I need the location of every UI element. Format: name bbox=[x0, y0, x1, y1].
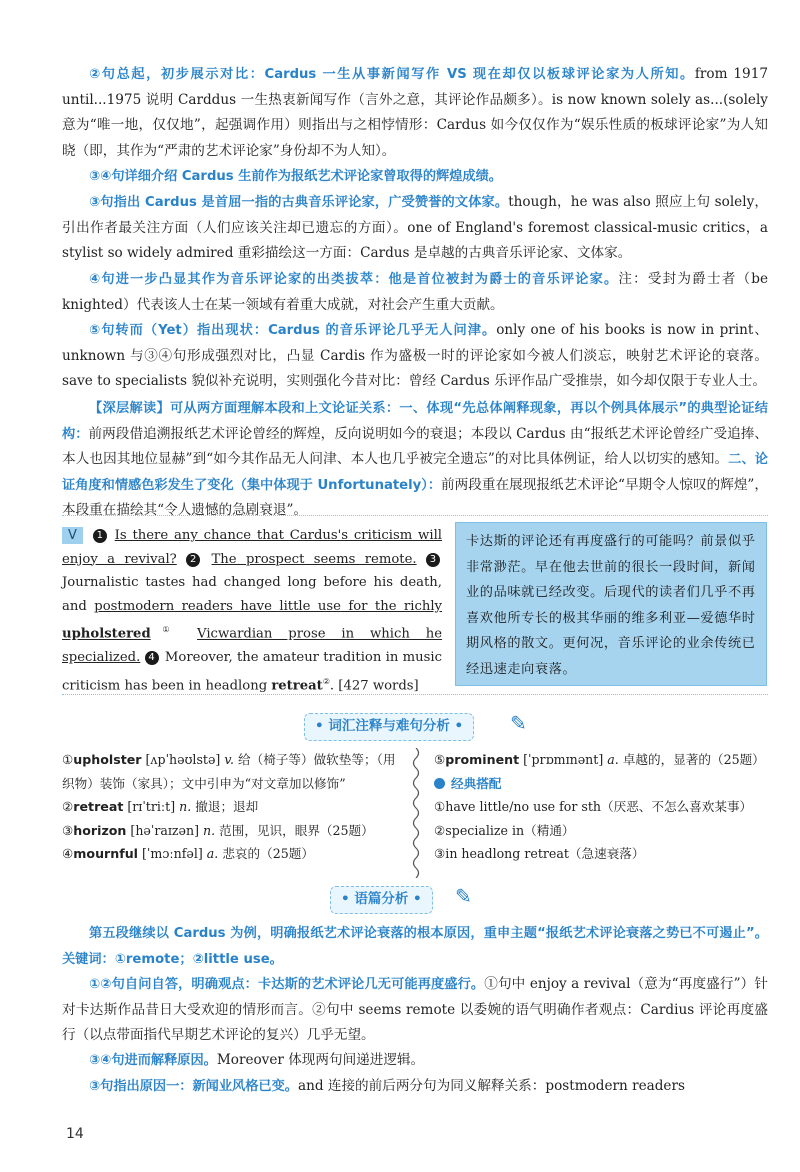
analysis-s3-4-body: Moreover 体现两句间递进逻辑。 bbox=[216, 1052, 425, 1068]
vocab-def: 卓越的，显著的（25题） bbox=[622, 752, 765, 767]
page-number: 14 bbox=[66, 1126, 84, 1142]
vocab-item bbox=[62, 819, 400, 843]
vocab-num: ④ bbox=[62, 846, 74, 861]
para-detail-intro bbox=[62, 164, 768, 190]
vocab-pos: n. bbox=[203, 822, 216, 838]
para-deep-reading-lead2: 二、论证角度和情感色彩发生了变化（集中体现于 Unfortunately）： bbox=[62, 452, 768, 493]
vocab-num: ③ bbox=[62, 822, 74, 838]
sentence-3b: postmodern readers have little use for the richly bbox=[94, 598, 442, 614]
analysis-section-title-text: 语篇分析 bbox=[354, 891, 409, 907]
vocab-word: prominent bbox=[445, 752, 520, 767]
vocab-num: ② bbox=[62, 799, 74, 814]
vocab-section-title-text: 词汇注释与难句分析 bbox=[328, 718, 450, 734]
para-deep-reading-lead: 【深层解读】可从两方面理解本段和上文论证关系：一、体现“先总体阐释现象，再以个例具体展示”的典型论证结构： bbox=[62, 401, 768, 442]
footnote-marker: ① bbox=[150, 625, 182, 635]
vocab-right bbox=[434, 748, 770, 866]
vocab-ipa: [həˈraɪzən] bbox=[130, 822, 200, 838]
vocab-pos: a. bbox=[206, 846, 219, 861]
sentence-number: 2 bbox=[186, 553, 200, 567]
vocab-pos: n. bbox=[179, 799, 192, 814]
vocab-item bbox=[62, 748, 400, 795]
analysis-summary-text: 第五段继续以 Cardus 为例，明确报纸艺术评论衰落的根本原因，重申主题“报纸艺术评论衰落之势已不可遏止”。关键词：①remote；②little use。 bbox=[62, 926, 768, 967]
sentence-3a: Journalistic tastes had changed long before his death, and bbox=[62, 575, 442, 614]
vocab-pos: v. bbox=[224, 752, 234, 767]
collocation-title: 经典搭配 bbox=[451, 775, 502, 791]
sentence-3-keyword: upholstered bbox=[62, 626, 151, 642]
analysis-s3-4 bbox=[62, 1048, 768, 1074]
vocab-def: 范围，见识，眼界（25题） bbox=[219, 822, 374, 838]
translation-box bbox=[455, 522, 767, 686]
divider-bottom bbox=[62, 694, 768, 695]
para-sentence5-body: only one of his books is now in print、unknown 与③④句形成强烈对比，凸显 Cardis 作为盛极一时的评论家如今被人们淡忘，映射艺术评论的衰落。save to specialists 貌似补充说明，实则强化今昔对比：曾经 Cardus 乐评作品广受推崇，如今却仅限于专业人士。 bbox=[62, 322, 768, 390]
vocab-ipa: [ˈprɒmɪnənt] bbox=[523, 752, 604, 767]
para-sentence4-lead: ④句进一步凸显其作为音乐评论家的出类拔萃：他是首位被封为爵士的音乐评论家。 bbox=[89, 272, 619, 287]
collocation-item: ③in headlong retreat（急速衰落） bbox=[434, 846, 645, 861]
vocab-def: 撤退；退却 bbox=[195, 799, 259, 814]
pen-icon: ✎ bbox=[455, 884, 472, 908]
para-deep-reading bbox=[62, 396, 768, 524]
analysis-summary bbox=[62, 921, 768, 972]
vocab-ipa: [ʌpˈhəʊlstə] bbox=[145, 752, 221, 767]
vocab-def: 给（椅子等）做软垫等；（用织物）装饰（家具）；文中引申为“对文章加以修饰” bbox=[62, 752, 396, 791]
sentence-1: Is there any chance that Cardus's criticism will enjoy a revival? bbox=[62, 528, 442, 567]
para-summary-body: from 1917 until...1975 说明 Carddus 一生热衷新闻写作（言外之意，其评论作品颇多）。is now known solely as...(solely 意为“唯一地，仅仅地”，起强调作用）则指出与之相悖情形：Cardus 如今仅仅作为“娱乐性质的板球评论家”为人知晓（即，其作为“严肃的艺术评论家”身份却不为人知）。 bbox=[62, 66, 768, 159]
sentence-4-keyword: retreat bbox=[271, 678, 323, 694]
para-summary bbox=[62, 62, 768, 164]
para-sentence5 bbox=[62, 318, 768, 395]
analysis-s1-2-lead: ①②句自问自答，明确观点：卡达斯的艺术评论几无可能再度盛行。 bbox=[89, 977, 485, 992]
para-deep-reading-body: 前两段借追溯报纸艺术评论曾经的辉煌，反向说明如今的衰退；本段以 Cardus 由“报纸艺术评论曾经广受追捧、本人也因其地位显赫”到“如今其作品无人问津、本人也几乎被完全遗忘”的对比具体例证，给人以切实的感知。 bbox=[62, 425, 769, 468]
para-detail-intro-lead: ③④句详细介绍 Cardus 生前作为报纸艺术评论家曾取得的辉煌成绩。 bbox=[89, 169, 502, 184]
analysis-s1-2-body: ①句中 enjoy a revival（意为“再度盛行”）针对卡达斯作品昔日大受欢迎的情形而言。②句中 seems remote 以委婉的语气明确作者观点：Cardius 评论再度盛行（以点带面指代早期艺术评论的复兴）几乎无望。 bbox=[62, 976, 768, 1044]
analysis-s3 bbox=[62, 1074, 768, 1100]
vocab-word: upholster bbox=[73, 752, 142, 767]
para-sentence3 bbox=[62, 190, 768, 267]
word-count: . [427 words] bbox=[329, 678, 419, 694]
vocab-section-title: • 词汇注释与难句分析 • bbox=[304, 713, 474, 741]
collocation-item: ②specialize in（精通） bbox=[434, 822, 575, 838]
wavy-divider bbox=[411, 748, 421, 878]
translation-text: 卡达斯的评论还有再度盛行的可能吗？前景似乎非常渺茫。早在他去世前的很长一段时间，新闻业的品味就已经改变。后现代的读者们几乎不再喜欢他所专长的极其华丽的维多利亚—爱德华时期风格的散文。更何况，音乐评论的业余传统已经迅速走向衰落。 bbox=[466, 534, 756, 677]
pen-icon: ✎ bbox=[510, 711, 527, 735]
divider-top bbox=[62, 515, 768, 516]
para-sentence4 bbox=[62, 267, 768, 318]
sentence-number: 4 bbox=[145, 651, 159, 665]
sentence-4a: Moreover, the amateur tradition in music criticism has been in headlong bbox=[62, 650, 442, 694]
analysis-s3-lead: ③句指出原因一：新闻业风格已变。 bbox=[89, 1079, 298, 1094]
vocab-item bbox=[434, 748, 770, 772]
sentence-number: 3 bbox=[426, 553, 440, 567]
collocation-header bbox=[434, 772, 770, 796]
vocab-num: ⑤ bbox=[434, 752, 446, 767]
vocab-word: horizon bbox=[73, 822, 127, 838]
para-sentence3-body: though，he was also 照应上句 solely，引出作者最关注方面（人们应该关注却已遗忘的方面）。one of England's foremost classical-music critics，a stylist so widely admired 重彩描绘这一方面：Cardus 是卓越的古典音乐评论家、文体家。 bbox=[62, 194, 768, 262]
vocab-word: retreat bbox=[73, 799, 124, 814]
analysis-section-title: • 语篇分析 • bbox=[330, 886, 433, 914]
vocab-ipa: [ˈmɔːnfəl] bbox=[142, 846, 203, 861]
sentence-number: 1 bbox=[93, 529, 107, 543]
vocab-ipa: [rɪˈtriːt] bbox=[127, 799, 176, 814]
footnote-marker: ② bbox=[322, 676, 330, 686]
para-sentence4-body: 注：受封为爵士者（be knighted）代表该人士在某一领域有着重大成就，对社会产生重大贡献。 bbox=[62, 271, 768, 313]
vocab-item bbox=[62, 795, 400, 819]
sentence-3d: Vicwardian prose in which he specialized. bbox=[62, 626, 442, 666]
vocab-pos: a. bbox=[607, 752, 619, 767]
para-sentence5-lead: ⑤句转而（Yet）指出现状：Cardus 的音乐评论几乎无人问津。 bbox=[89, 323, 497, 338]
vocab-item bbox=[62, 842, 400, 866]
analysis-s1-2 bbox=[62, 972, 768, 1049]
reading-passage bbox=[62, 524, 442, 698]
analysis-s3-4-lead: ③④句进而解释原因。 bbox=[89, 1053, 217, 1068]
sentence-2: The prospect seems remote. bbox=[211, 551, 417, 567]
vocab-word: mournful bbox=[73, 846, 138, 861]
analysis-s3-body: and 连接的前后两分句为同义解释关系：postmodern readers bbox=[297, 1078, 685, 1094]
section-label: V bbox=[62, 527, 83, 544]
vocab-def: 悲哀的（25题） bbox=[222, 846, 314, 861]
vocab-left bbox=[62, 748, 400, 866]
para-sentence3-lead: ③句指出 Cardus 是首屈一指的古典音乐评论家，广受赞誉的文体家。 bbox=[89, 195, 509, 210]
para-summary-lead: ②句总起，初步展示对比：Cardus 一生从事新闻写作 VS 现在却仅以板球评论家为人所知。 bbox=[89, 67, 695, 82]
collocation-item: ①have little/no use for sth（厌恶、不怎么喜欢某事） bbox=[434, 799, 753, 814]
para-deep-reading-body2: 前两段重在展现报纸艺术评论“早期令人惊叹的辉煌”，本段重在描绘其“令人遗憾的急剧衰退”。 bbox=[62, 476, 768, 519]
vocab-num: ① bbox=[62, 752, 74, 767]
bullet-icon bbox=[434, 778, 445, 789]
